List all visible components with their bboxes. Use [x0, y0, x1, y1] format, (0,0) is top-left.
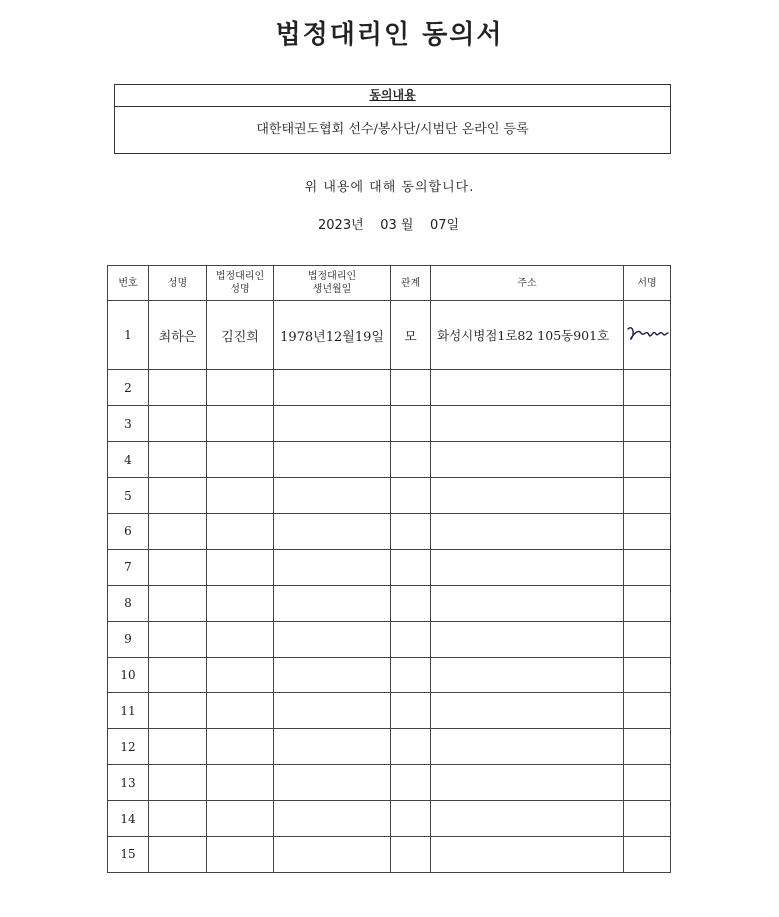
guardian-birthdate-cell — [274, 765, 391, 801]
signature-cell — [624, 442, 671, 478]
guardian-birthdate-cell — [274, 585, 391, 621]
signature-cell — [624, 729, 671, 765]
row-number-cell: 5 — [108, 478, 149, 514]
guardian-name-cell — [207, 621, 274, 657]
guardian-name-cell — [207, 801, 274, 837]
table-row — [108, 765, 671, 801]
relation-cell: 모 — [391, 301, 431, 370]
header-guardian-birth-line2: 생년월일 — [312, 284, 352, 295]
signature-cell — [624, 801, 671, 837]
relation-cell — [391, 657, 431, 693]
guardian-name-cell: 김진희 — [207, 301, 274, 370]
participant-name-cell: 최하은 — [149, 301, 207, 370]
address-cell — [431, 693, 624, 729]
participant-name-cell — [149, 406, 207, 442]
row-number-cell: 9 — [108, 621, 149, 657]
guardian-birthdate-cell — [274, 549, 391, 585]
guardian-birthdate-cell — [274, 513, 391, 549]
row-number-cell: 15 — [108, 836, 149, 872]
table-row — [108, 442, 671, 478]
address-cell — [431, 549, 624, 585]
signature-cell — [624, 621, 671, 657]
signature-cell — [624, 478, 671, 514]
row-number-cell: 3 — [108, 406, 149, 442]
header-no: 번호 — [108, 266, 149, 301]
relation-cell — [391, 513, 431, 549]
row-number-cell: 13 — [108, 765, 149, 801]
guardian-birthdate-cell — [274, 693, 391, 729]
table-row — [108, 513, 671, 549]
guardian-name-cell — [207, 657, 274, 693]
address-cell — [431, 801, 624, 837]
row-number-cell: 4 — [108, 442, 149, 478]
guardian-name-cell — [207, 442, 274, 478]
header-guardian-birth-line1: 법정대리인 — [307, 271, 357, 282]
signature-cell — [624, 513, 671, 549]
relation-cell — [391, 729, 431, 765]
participant-name-cell — [149, 513, 207, 549]
table-header-row — [108, 266, 671, 301]
header-guardian-birth — [274, 266, 391, 301]
table-row — [108, 370, 671, 406]
table-row — [108, 478, 671, 514]
relation-cell — [391, 370, 431, 406]
signature-cell — [624, 765, 671, 801]
signature-cell — [624, 549, 671, 585]
table-row — [108, 693, 671, 729]
guardian-birthdate-cell — [274, 406, 391, 442]
date-month: 03 — [380, 218, 397, 233]
participant-name-cell — [149, 765, 207, 801]
signature-cell — [624, 301, 671, 370]
date-year: 2023년 — [318, 218, 364, 233]
row-number-cell: 2 — [108, 370, 149, 406]
table-row — [108, 729, 671, 765]
relation-cell — [391, 693, 431, 729]
address-cell — [431, 370, 624, 406]
row-number-cell: 8 — [108, 585, 149, 621]
guardian-name-cell — [207, 765, 274, 801]
table-row — [108, 301, 671, 370]
table-row — [108, 621, 671, 657]
address-cell — [431, 836, 624, 872]
table-row — [108, 585, 671, 621]
table-row — [108, 657, 671, 693]
guardian-name-cell — [207, 513, 274, 549]
signature-cell — [624, 370, 671, 406]
guardian-birthdate-cell — [274, 370, 391, 406]
participant-name-cell — [149, 693, 207, 729]
guardian-name-cell — [207, 693, 274, 729]
page-title: 법정대리인 동의서 — [275, 20, 504, 50]
participant-name-cell — [149, 585, 207, 621]
header-address: 주소 — [431, 266, 624, 301]
signature-cell — [624, 406, 671, 442]
relation-cell — [391, 621, 431, 657]
agree-statement: 위 내용에 대해 동의합니다. — [304, 180, 475, 195]
relation-cell — [391, 442, 431, 478]
header-signature: 서명 — [624, 266, 671, 301]
guardian-name-cell — [207, 549, 274, 585]
relation-cell — [391, 585, 431, 621]
guardian-name-cell — [207, 370, 274, 406]
participant-name-cell — [149, 442, 207, 478]
row-number-cell: 6 — [108, 513, 149, 549]
guardian-name-cell — [207, 585, 274, 621]
handwritten-signature-icon — [625, 321, 669, 345]
guardian-birthdate-cell — [274, 801, 391, 837]
table-row — [108, 406, 671, 442]
table-row — [108, 549, 671, 585]
row-number-cell: 12 — [108, 729, 149, 765]
guardian-birthdate-cell — [274, 478, 391, 514]
header-guardian-name-line2: 성명 — [230, 284, 250, 295]
address-cell — [431, 729, 624, 765]
guardian-birthdate-cell — [274, 442, 391, 478]
date-day: 07일 — [429, 218, 460, 233]
address-cell — [431, 513, 624, 549]
relation-cell — [391, 801, 431, 837]
guardian-name-cell — [207, 836, 274, 872]
participant-name-cell — [149, 621, 207, 657]
address-cell — [431, 478, 624, 514]
table-row — [108, 801, 671, 837]
guardian-name-cell — [207, 478, 274, 514]
signature-cell — [624, 693, 671, 729]
address-cell — [431, 442, 624, 478]
guardian-table — [107, 265, 671, 873]
guardian-name-cell — [207, 729, 274, 765]
header-guardian-name — [207, 266, 274, 301]
participant-name-cell — [149, 370, 207, 406]
header-relation: 관계 — [391, 266, 431, 301]
participant-name-cell — [149, 657, 207, 693]
row-number-cell: 11 — [108, 693, 149, 729]
address-cell — [431, 621, 624, 657]
consent-header — [115, 85, 670, 107]
address-cell — [431, 765, 624, 801]
participant-name-cell — [149, 549, 207, 585]
row-number-cell: 14 — [108, 801, 149, 837]
row-number-cell: 1 — [108, 301, 149, 370]
guardian-birthdate-cell — [274, 621, 391, 657]
relation-cell — [391, 549, 431, 585]
relation-cell — [391, 406, 431, 442]
signature-cell — [624, 836, 671, 872]
participant-name-cell — [149, 729, 207, 765]
participant-name-cell — [149, 801, 207, 837]
participant-name-cell — [149, 478, 207, 514]
row-number-cell: 10 — [108, 657, 149, 693]
relation-cell — [391, 836, 431, 872]
signature-cell — [624, 585, 671, 621]
consent-box — [114, 84, 671, 154]
relation-cell — [391, 478, 431, 514]
row-number-cell: 7 — [108, 549, 149, 585]
date-month-unit: 월 — [400, 218, 414, 233]
address-cell — [431, 585, 624, 621]
guardian-birthdate-cell — [274, 729, 391, 765]
address-cell — [431, 657, 624, 693]
table-row — [108, 836, 671, 872]
guardian-birthdate-cell: 1978년12월19일 — [274, 301, 391, 370]
participant-name-cell — [149, 836, 207, 872]
consent-content: 대한태권도협회 선수/봉사단/시범단 온라인 등록 — [256, 122, 529, 137]
header-name: 성명 — [149, 266, 207, 301]
signature-cell — [624, 657, 671, 693]
guardian-birthdate-cell — [274, 836, 391, 872]
date-line — [318, 214, 459, 233]
relation-cell — [391, 765, 431, 801]
header-guardian-name-line1: 법정대리인 — [215, 271, 265, 282]
address-cell — [431, 406, 624, 442]
address-cell: 화성시병점1로82 105동901호 — [431, 301, 624, 370]
consent-header-label: 동의내용 — [369, 88, 416, 102]
guardian-birthdate-cell — [274, 657, 391, 693]
guardian-name-cell — [207, 406, 274, 442]
